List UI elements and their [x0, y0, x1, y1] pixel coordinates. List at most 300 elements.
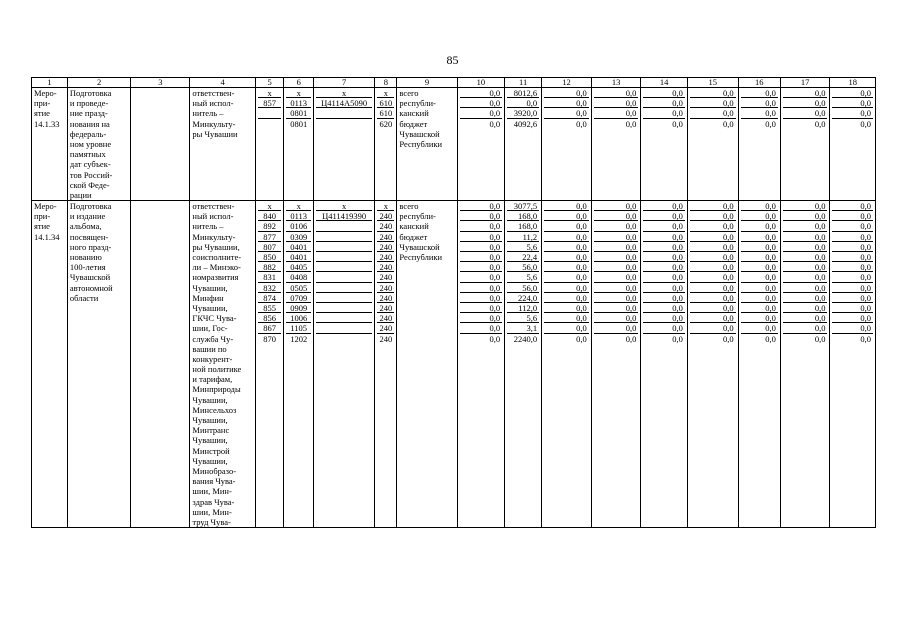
- cell-text-line: Подготовка: [69, 88, 112, 98]
- cell-text-line: 14.1.33: [34, 118, 60, 129]
- cell-value: 224,0: [507, 293, 539, 303]
- cell-text-line: ный испол-: [192, 211, 234, 222]
- cell-value: 856: [258, 313, 282, 323]
- cell-value: 8012,6: [507, 88, 539, 98]
- cell-value: 0,0: [643, 98, 684, 108]
- cell-text-line: Минфин: [192, 292, 224, 303]
- cell-value: 0,0: [460, 108, 503, 118]
- year-amount-col-10: [457, 201, 505, 528]
- responsible-executor: [190, 88, 255, 201]
- cell-value: 0,0: [783, 293, 828, 303]
- cell-value: 0,0: [460, 293, 503, 303]
- cell-value: 857: [258, 98, 282, 108]
- cell-text-line: Чувашии,: [192, 415, 228, 425]
- year-amount-col-13: [591, 88, 641, 201]
- column-number: 13: [591, 78, 641, 88]
- cell-value: 0,0: [594, 313, 639, 323]
- cell-value: 112,0: [507, 303, 539, 313]
- cell-value: 240: [377, 262, 394, 272]
- cell-value: 0,0: [690, 283, 736, 293]
- cell-value: 0,0: [594, 211, 639, 221]
- cell-text-line: Чувашии,: [192, 282, 228, 293]
- cell-value: 0113: [286, 211, 311, 221]
- cell-value: 0,0: [594, 272, 639, 282]
- cell-value: 0,0: [643, 232, 684, 242]
- year-amount-col-12: [542, 201, 592, 528]
- cell-value: 0,0: [690, 201, 736, 211]
- cell-text-line: нитель –: [192, 108, 224, 119]
- cell-value: 0,0: [460, 272, 503, 282]
- cell-value: 240: [377, 293, 394, 303]
- cell-value: 0,0: [594, 98, 639, 108]
- cell-value: 0,0: [832, 272, 873, 282]
- cell-value: 0,0: [643, 293, 684, 303]
- cell-value: 0,0: [783, 272, 828, 282]
- cell-value: 0,0: [643, 252, 684, 262]
- cell-value: [316, 313, 372, 323]
- measure-name: [67, 201, 130, 528]
- cell-value: 0,0: [783, 232, 828, 242]
- cell-value: 1105: [286, 323, 311, 333]
- cell-value: 0,0: [544, 313, 589, 323]
- cell-text-line: ние празд-: [69, 108, 108, 119]
- cell-value: 0,0: [783, 323, 828, 333]
- cell-value: 0,0: [832, 303, 873, 313]
- cell-value: 0,0: [690, 262, 736, 272]
- cell-value: 3,1: [507, 323, 539, 333]
- cell-text-line: ного празд-: [69, 241, 112, 252]
- cell-value: 0,0: [783, 313, 828, 323]
- cell-value: 240: [379, 333, 393, 344]
- cell-text-line: Чувашской: [399, 241, 440, 252]
- cell-value: 0,0: [544, 201, 589, 211]
- cell-text-line: Чувашии,: [192, 435, 228, 446]
- cell-text-line: республи-: [399, 98, 436, 109]
- cell-value: 892: [258, 221, 282, 231]
- cell-text-line: Чувашской: [69, 272, 111, 283]
- cell-value: 0,0: [741, 293, 778, 303]
- column-number: 4: [190, 78, 255, 88]
- cell-value: x: [286, 201, 311, 211]
- cell-value: [258, 119, 282, 129]
- cell-value: 0,0: [460, 252, 503, 262]
- section-code: [284, 201, 314, 528]
- cell-value: 0,0: [765, 118, 776, 129]
- cell-text-line: бюджет: [399, 231, 428, 242]
- cell-value: 4092,6: [513, 118, 538, 129]
- cell-text-line: Минстрой: [192, 445, 230, 456]
- year-amount-col-11: [505, 201, 542, 528]
- cell-text-line: всего: [399, 201, 419, 212]
- column-number: 16: [738, 78, 780, 88]
- cell-text-line: Чувашии,: [192, 455, 228, 466]
- cell-value: 0,0: [832, 323, 873, 333]
- cell-value: 0,0: [832, 201, 873, 211]
- cell-text-line: при-: [34, 211, 51, 222]
- cell-text-line: Минобразо-: [192, 465, 237, 476]
- cell-value: 882: [258, 262, 282, 272]
- column-number: 7: [313, 78, 374, 88]
- cell-value: 0,0: [832, 252, 873, 262]
- cell-value: 11,2: [507, 232, 539, 242]
- cell-value: 22,4: [507, 252, 539, 262]
- cell-value: 0,0: [832, 293, 873, 303]
- cell-value: 0,0: [460, 262, 503, 272]
- cell-value: 240: [377, 313, 394, 323]
- cell-value: 610: [377, 98, 394, 108]
- cell-value: 240: [377, 252, 394, 262]
- cell-value: x: [258, 201, 282, 211]
- cell-text-line: нованию: [69, 252, 102, 262]
- cell-text-line: канский: [399, 108, 429, 119]
- column-number: 18: [830, 78, 876, 88]
- cell-text-line: Чувашской: [399, 128, 440, 139]
- column-number: 6: [284, 78, 314, 88]
- cell-value: 5,6: [507, 242, 539, 252]
- cell-text-line: вания Чува-: [192, 476, 236, 487]
- cell-value: 240: [377, 232, 394, 242]
- cell-value: 0,0: [643, 303, 684, 313]
- cell-value: Ц4114A5090: [316, 98, 372, 108]
- cell-text-line: служба Чу-: [192, 333, 234, 344]
- cell-text-line: соисполните-: [192, 252, 242, 262]
- cell-value: 0,0: [783, 252, 828, 262]
- responsible-executor: [190, 201, 255, 528]
- cell-value: 0,0: [741, 283, 778, 293]
- cell-value: 0,0: [594, 293, 639, 303]
- cell-value: 0909: [286, 303, 311, 313]
- cell-text-line: ной политике: [192, 364, 242, 375]
- cell-value: 0,0: [690, 232, 736, 242]
- cell-text-line: ры Чувашии,: [192, 241, 240, 252]
- cell-value: 240: [377, 242, 394, 252]
- cell-value: 620: [379, 118, 393, 129]
- cell-value: [316, 283, 372, 293]
- cell-value: x: [316, 88, 372, 98]
- cell-value: 840: [258, 211, 282, 221]
- cell-value: 0,0: [643, 313, 684, 323]
- cell-value: 0,0: [741, 242, 778, 252]
- cell-text-line: и проведе-: [69, 98, 109, 109]
- cell-value: 0401: [286, 252, 311, 262]
- cell-value: 0401: [286, 242, 311, 252]
- grbs-code: [255, 201, 284, 528]
- cell-value: 0,0: [460, 313, 503, 323]
- cell-value: 0,0: [741, 252, 778, 262]
- cell-value: x: [377, 201, 394, 211]
- cell-value: 5,6: [507, 313, 539, 323]
- cell-text-line: Подготовка: [69, 201, 112, 212]
- cell-value: [316, 272, 372, 282]
- cell-value: 0,0: [783, 262, 828, 272]
- cell-value: 0,0: [594, 232, 639, 242]
- cell-value: 0709: [286, 293, 311, 303]
- measure-number: [32, 201, 68, 528]
- cell-value: 0,0: [643, 88, 684, 98]
- cell-value: 0,0: [741, 108, 778, 118]
- cell-text-line: ГКЧС Чува-: [192, 313, 237, 324]
- cell-value: 0,0: [783, 211, 828, 221]
- cell-value: 3077,5: [507, 201, 539, 211]
- cell-value: 0,0: [460, 221, 503, 231]
- cell-value: 0,0: [594, 201, 639, 211]
- cell-value: 0,0: [690, 293, 736, 303]
- cell-value: 0,0: [690, 88, 736, 98]
- cell-value: 0,0: [544, 303, 589, 313]
- column-number: 1: [32, 78, 68, 88]
- cell-text-line: ответствен-: [192, 201, 235, 212]
- column-number: 11: [505, 78, 542, 88]
- cell-value: 2240,0: [513, 333, 538, 344]
- cell-value: 0106: [286, 221, 311, 231]
- cell-value: 0,0: [544, 283, 589, 293]
- cell-value: 0,0: [832, 242, 873, 252]
- cell-value: 807: [258, 242, 282, 252]
- cell-value: 0,0: [722, 118, 734, 129]
- cell-value: [316, 221, 372, 231]
- cell-text-line: ли – Минэко-: [192, 262, 241, 273]
- cell-value: [316, 119, 372, 129]
- cell-value: 0,0: [643, 262, 684, 272]
- cell-value: 0,0: [741, 88, 778, 98]
- cell-value: 877: [258, 232, 282, 242]
- cell-value: 0,0: [832, 211, 873, 221]
- cell-value: 56,0: [507, 262, 539, 272]
- cell-value: 0,0: [594, 221, 639, 231]
- cell-value: 0,0: [783, 98, 828, 108]
- cell-value: 0,0: [690, 303, 736, 313]
- cell-text-line: альбома,: [69, 221, 102, 232]
- cell-value: 0113: [286, 98, 311, 108]
- year-amount-col-15: [687, 88, 738, 201]
- cell-text-line: шии, Гос-: [192, 323, 228, 334]
- cell-value: 0,0: [460, 323, 503, 333]
- cell-text-line: ры Чувашии: [192, 128, 238, 139]
- cell-value: [316, 323, 372, 333]
- cell-text-line: федераль-: [69, 128, 107, 139]
- cell-value: 0,0: [741, 211, 778, 221]
- cell-value: 0,0: [832, 232, 873, 242]
- cell-value: 831: [258, 272, 282, 282]
- cell-text-line: области: [69, 292, 99, 303]
- cell-text-line: Минкульту-: [192, 118, 236, 129]
- table-row: [32, 201, 876, 528]
- cell-value: 874: [258, 293, 282, 303]
- cell-value: 0,0: [814, 118, 826, 129]
- cell-value: 0405: [286, 262, 311, 272]
- grbs-code: [255, 88, 284, 201]
- cell-value: 0,0: [832, 262, 873, 272]
- cell-text-line: автономной: [69, 282, 113, 293]
- cell-value: 0,0: [576, 118, 587, 129]
- cell-value: 0,0: [507, 98, 539, 108]
- cell-text-line: Меро-: [34, 88, 57, 98]
- cell-value: [258, 108, 282, 118]
- cell-value: [316, 232, 372, 242]
- cell-value: 0,0: [741, 201, 778, 211]
- cell-value: 0,0: [741, 262, 778, 272]
- cell-value: 0,0: [690, 242, 736, 252]
- cell-value: 850: [258, 252, 282, 262]
- year-amount-col-18: [830, 201, 876, 528]
- year-amount-col-17: [780, 88, 830, 201]
- year-amount-col-14: [641, 88, 687, 201]
- cell-text-line: номразвития: [192, 272, 239, 283]
- cell-value: 0,0: [625, 118, 637, 129]
- cell-text-line: ятие: [34, 108, 50, 119]
- cell-text-line: здрав Чува-: [192, 496, 235, 507]
- cell-text-line: Минкульту-: [192, 231, 236, 242]
- year-amount-col-13: [591, 201, 641, 528]
- cell-value: 0,0: [783, 201, 828, 211]
- cell-value: 0801: [290, 118, 308, 129]
- cell-text-line: и издание: [69, 211, 106, 222]
- cell-value: 0,0: [544, 262, 589, 272]
- cell-value: 0,0: [690, 313, 736, 323]
- cell-value: 0,0: [460, 232, 503, 242]
- cell-value: 0,0: [741, 232, 778, 242]
- cell-value: 0,0: [690, 108, 736, 118]
- cell-value: 0,0: [741, 272, 778, 282]
- cell-value: 0,0: [741, 98, 778, 108]
- cell-value: 168,0: [507, 221, 539, 231]
- cell-value: 0,0: [544, 272, 589, 282]
- column-number: 10: [457, 78, 505, 88]
- cell-value: 1006: [286, 313, 311, 323]
- cell-value: 0,0: [643, 221, 684, 231]
- cell-value: 0,0: [690, 323, 736, 333]
- cell-value: 0,0: [832, 313, 873, 323]
- cell-value: 0,0: [860, 333, 871, 344]
- column-number: 5: [255, 78, 284, 88]
- cell-value: 0,0: [690, 252, 736, 262]
- cell-value: x: [316, 201, 372, 211]
- cell-value: 0,0: [544, 232, 589, 242]
- funding-source: [397, 201, 457, 528]
- cell-value: 0,0: [814, 333, 826, 344]
- measure-number: [32, 88, 68, 201]
- year-amount-col-14: [641, 201, 687, 528]
- cell-value: 0,0: [544, 211, 589, 221]
- cell-text-line: Республики: [399, 252, 443, 262]
- cell-value: 0,0: [625, 333, 637, 344]
- measure-col3: [131, 88, 190, 201]
- funding-source: [397, 88, 457, 201]
- cell-value: 870: [263, 333, 277, 344]
- cell-text-line: конкурент-: [192, 353, 233, 364]
- cell-value: 0,0: [765, 333, 776, 344]
- cell-text-line: памятных: [69, 149, 106, 160]
- cell-value: 0,0: [690, 98, 736, 108]
- cell-value: 56,0: [507, 283, 539, 293]
- cell-value: 168,0: [507, 211, 539, 221]
- cell-value: 0,0: [594, 283, 639, 293]
- year-amount-col-10: [457, 88, 505, 201]
- cell-value: 0,0: [832, 108, 873, 118]
- cell-value: 0,0: [832, 88, 873, 98]
- cell-value: 0,0: [544, 98, 589, 108]
- year-amount-col-16: [738, 201, 780, 528]
- cell-text-line: Минсельхоз: [192, 404, 237, 415]
- cell-value: 610: [377, 108, 394, 118]
- cell-value: 0,0: [594, 108, 639, 118]
- column-number-row: [32, 78, 876, 88]
- cell-value: 0,0: [460, 303, 503, 313]
- cell-text-line: ном уровне: [69, 138, 112, 149]
- cell-value: 0,0: [544, 252, 589, 262]
- cell-value: 0,0: [690, 211, 736, 221]
- cell-text-line: Минтранс: [192, 425, 230, 436]
- cell-value: [316, 242, 372, 252]
- cell-text-line: Меро-: [34, 201, 57, 212]
- cell-text-line: посвящен-: [69, 231, 109, 242]
- cell-text-line: ный испол-: [192, 98, 234, 109]
- cell-value: 1202: [290, 333, 308, 344]
- cell-text-line: бюджет: [399, 118, 428, 129]
- cell-value: 0408: [286, 272, 311, 282]
- expense-type-code: [375, 201, 397, 528]
- cell-value: [316, 334, 372, 344]
- cell-value: 0,0: [594, 242, 639, 252]
- cell-value: 0,0: [460, 88, 503, 98]
- cell-value: 0,0: [690, 221, 736, 231]
- cell-value: 0,0: [783, 283, 828, 293]
- cell-value: 0,0: [594, 303, 639, 313]
- cell-text-line: Минприроды: [192, 384, 241, 395]
- cell-text-line: 14.1.34: [34, 231, 60, 242]
- cell-value: 0,0: [460, 283, 503, 293]
- cell-value: 0,0: [643, 283, 684, 293]
- cell-text-line: нования на: [69, 118, 110, 129]
- cell-value: 0,0: [643, 323, 684, 333]
- cell-text-line: рации: [69, 189, 92, 200]
- cell-text-line: ятие: [34, 221, 50, 232]
- target-article-code: [313, 88, 374, 201]
- cell-value: 0,0: [860, 118, 871, 129]
- cell-text-line: тов Россий-: [69, 169, 113, 180]
- cell-value: 0,0: [783, 88, 828, 98]
- cell-value: 0,0: [594, 88, 639, 98]
- cell-value: 0,0: [576, 333, 587, 344]
- cell-value: [316, 108, 372, 118]
- cell-value: 240: [377, 303, 394, 313]
- cell-text-line: ской Феде-: [69, 179, 110, 190]
- cell-text-line: при-: [34, 98, 51, 109]
- cell-value: 0,0: [544, 88, 589, 98]
- cell-value: 0,0: [643, 272, 684, 282]
- cell-value: 0,0: [544, 221, 589, 231]
- year-amount-col-15: [687, 201, 738, 528]
- year-amount-col-12: [542, 88, 592, 201]
- cell-value: [316, 293, 372, 303]
- cell-value: 0,0: [460, 242, 503, 252]
- cell-value: [316, 262, 372, 272]
- year-amount-col-17: [780, 201, 830, 528]
- cell-value: 0,0: [460, 201, 503, 211]
- cell-value: x: [377, 88, 394, 98]
- cell-text-line: канский: [399, 221, 429, 232]
- cell-value: 0,0: [832, 98, 873, 108]
- cell-value: 240: [377, 211, 394, 221]
- cell-text-line: труд Чува-: [192, 516, 231, 527]
- cell-text-line: 100-летия: [69, 262, 106, 273]
- cell-value: 0,0: [832, 221, 873, 231]
- cell-value: 0,0: [643, 201, 684, 211]
- measure-col3: [131, 201, 190, 528]
- cell-value: 0,0: [594, 323, 639, 333]
- column-number: 9: [397, 78, 457, 88]
- cell-value: 0309: [286, 232, 311, 242]
